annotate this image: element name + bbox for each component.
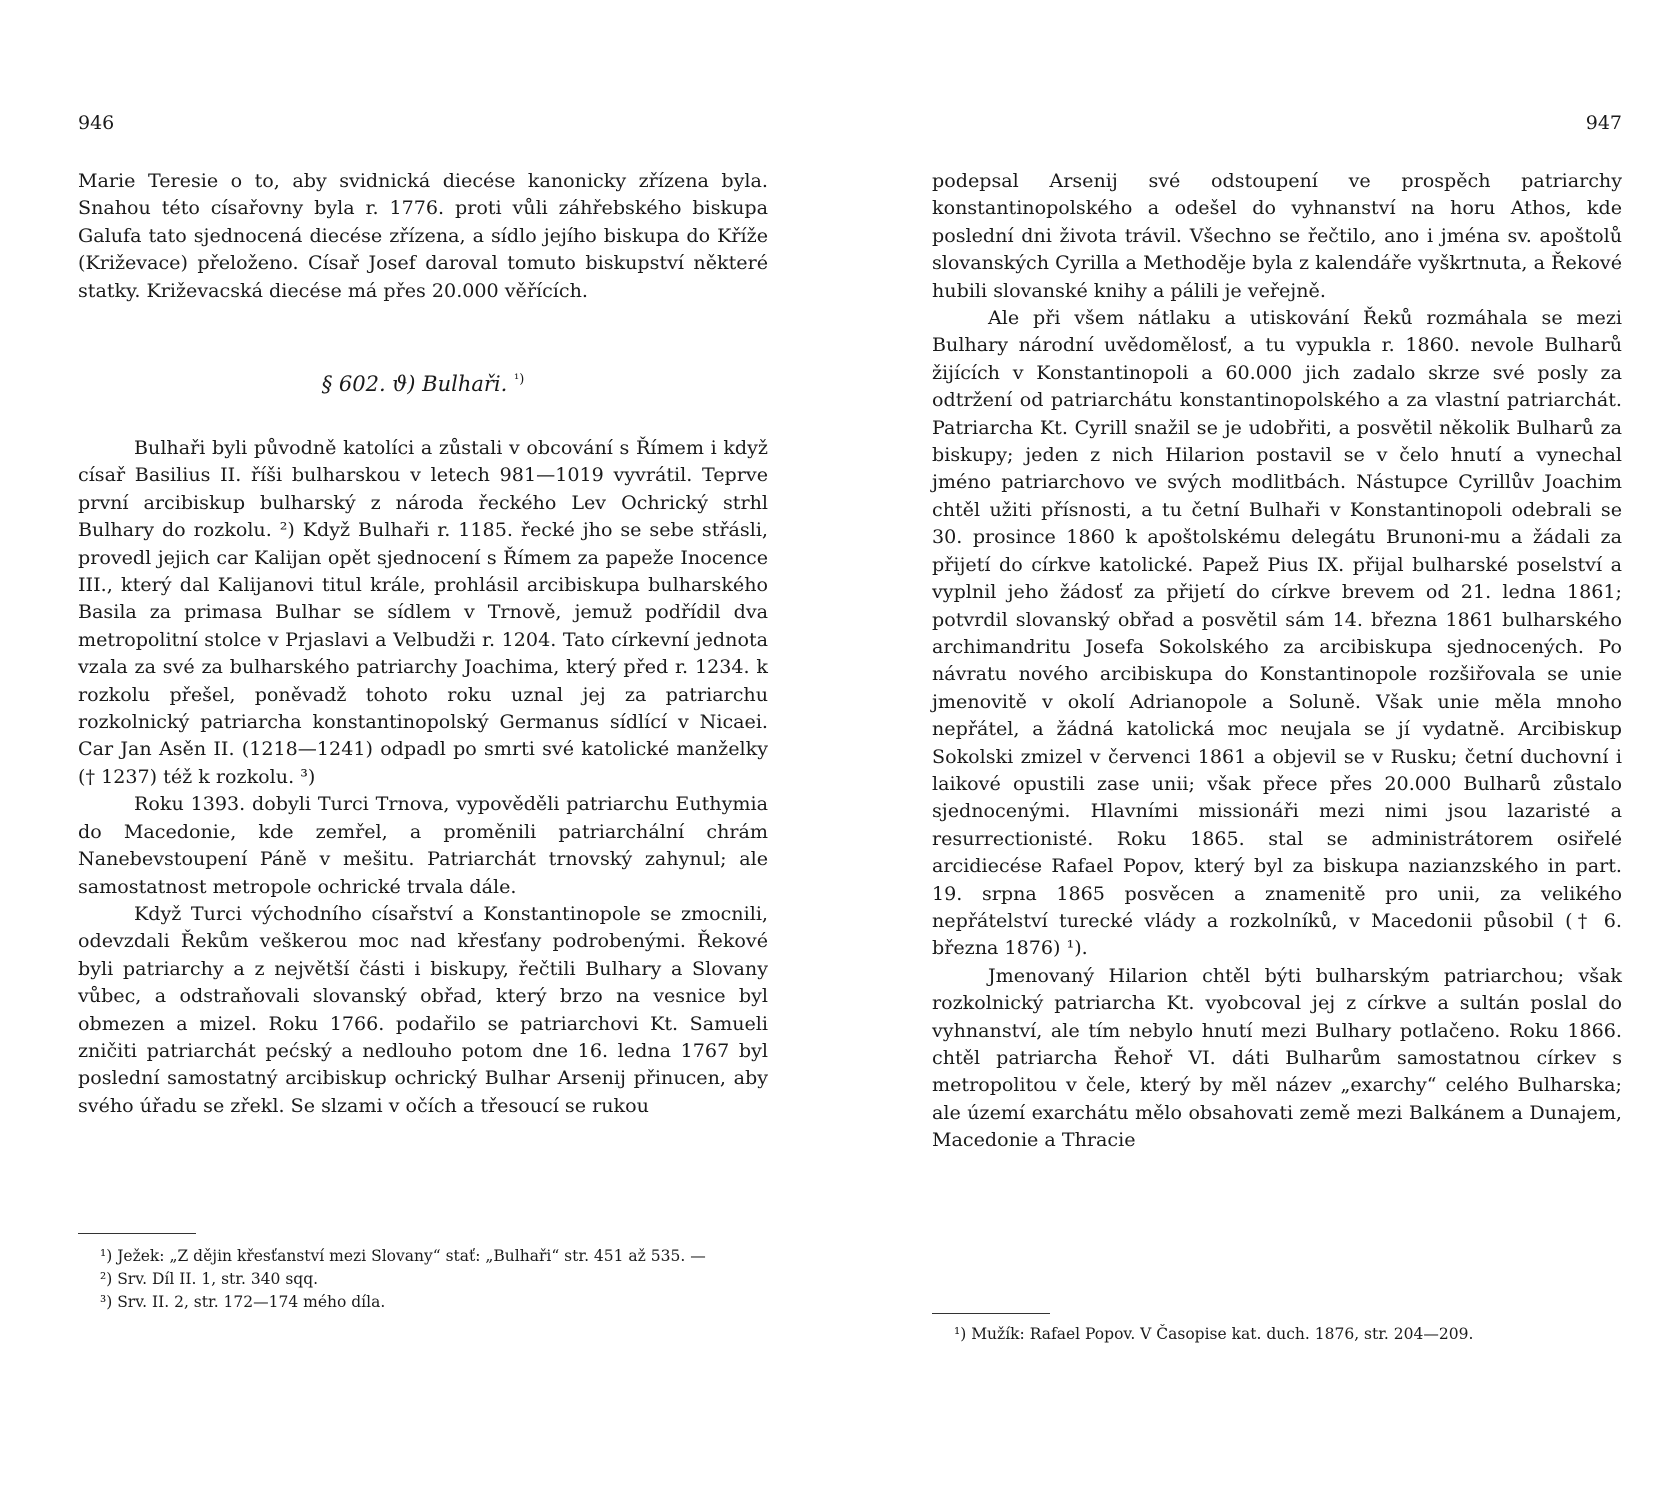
left-intro-text xyxy=(78,167,768,304)
section-heading xyxy=(78,372,768,396)
right-paragraph: Jmenovaný Hilarion chtěl býti bulharským patriarchou; však rozkolnický patriarcha Kt. vyobcoval jej z církve a sultán poslal do vyhnanství, ale tím nebylo hnutí mezi Bulhary potlačeno. Roku 1866. chtěl patriarcha Řehoř VI. dáti Bulharům samostatnou církev s metropolitou v čele, který by měl název „exarchy“ celého Bulharska; ale území exarchátu mělo obsahovati země mezi Balkánem a Dunajem, Macedonie a Thracie xyxy=(932,963,1622,1152)
left-paragraph: Roku 1393. dobyli Turci Trnova, vypověděli patriarchu Euthymia do Macedonie, kde zemřel, a proměnili patriarchální chrám Nanebevstoupení Páně v mešitu. Patriarchát trnovský zahynul; ale samostatnost metropole ochrické trvala dále. xyxy=(78,792,768,898)
footnote-divider-right xyxy=(932,1313,1050,1314)
left-paragraph: Když Turci východního císařství a Konstantinopole se zmocnili, odevzdali Řekům veškerou moc nad křesťany podrobenými. Řekové byli patriarchy a z největší části i biskupy, řečtili Bulhary a Slovany vůbec, a odstraňovali slovanský obřad, který brzo na vesnice byl obmezen a mizel. Roku 1766. podařilo se patriarchovi Kt. Samueli zničiti patriarchát pećský a nedlouho potom dne 16. ledna 1767 byl poslední samostatný arcibiskup ochrický Bulhar Arsenij přinucen, aby svého úřadu se zřekl. Se slzami v očích a třesoucí se rukou xyxy=(78,901,768,1117)
right-main-text xyxy=(932,167,1622,1154)
section-heading-title: § 602. ϑ) Bulhaři. xyxy=(321,372,508,396)
left-main-text xyxy=(78,434,768,1119)
right-footnotes xyxy=(932,1323,1622,1346)
page-number-left: 946 xyxy=(78,112,115,134)
right-paragraph: podepsal Arsenij své odstoupení ve prospěch patriarchy konstantinopolského a odešel do vyhnanství na horu Athos, kde poslední dni života trávil. Všechno se řečtilo, ano i jména sv. apoštolů slovanských Cyrilla a Methoděje byla z kalendáře vyškrtnuta, a Řekové hubili slovanské knihy a pálili je veřejně. xyxy=(932,169,1622,302)
right-paragraph: Ale při všem nátlaku a utiskování Řeků rozmáhala se mezi Bulhary národní uvědomělosť, a tu vypukla r. 1860. nevole Bulharů žijících v Konstantinopoli a 60.000 jich zadalo skrze své posly za odtržení od patriarchátu konstantinopolského a za vlastní patriarchát. Patriarcha Kt. Cyrill snažil se je udobřiti, a posvětil několik Bulharů za biskupy; jeden z nich Hilarion postavil se v čelo hnutí a vynechal jméno patriarchovo ve svých modlitbách. Nástupce Cyrillův Joachim chtěl užiti přísnosti, a tu četní Bulhaři v Konstantinopoli odebrali se 30. prosince 1860 k apoštolskému delegátu Brunoni-mu a žádali za přijetí do církve katolické. Papež Pius IX. přijal bulharské poselství a vyplnil jeho žádosť za přijetí do církve brevem od 21. ledna 1861; potvrdil slovanský obřad a posvětil sám 14. března 1861 bulharského archimandritu Josefa Sokolského za arcibiskupa sjednocených. Po návratu nového arcibiskupa do Konstantinopole rozšiřovala se unie jmenovitě v okolí Adrianopole a Soluně. Však unie měla mnoho nepřátel, a žádná katolická moc neujala se jí vydatně. Arcibiskup Sokolski zmizel v červenci 1861 a objevil se v Rusku; četní duchovní i laikové opustili zase unii; však přece přes 20.000 Bulharů zůstalo sjednocenými. Hlavními missionáři mezi nimi jsou lazaristé a resurrectionisté. Roku 1865. stal se administrátorem osiřelé arcidiecése Rafael Popov, který byl za biskupa nazianzského in part. 19. srpna 1865 posvěcen a znamenitě pro unii, za velikého nepřátelství turecké vlády a rozkolníků, v Macedonii působil († 6. března 1876) ¹). xyxy=(932,306,1622,960)
footnote: ²) Srv. Díl II. 1, str. 340 sqq. xyxy=(100,1270,319,1288)
left-paragraph: Bulhaři byli původně katolíci a zůstali v obcování s Římem i když císař Basilius II. říši bulharskou v letech 981—1019 vyvrátil. Teprve první arcibiskup bulharský z národa řeckého Lev Ochrický strhl Bulhary do rozkolu. ²) Když Bulhaři r. 1185. řecké jho se sebe střásli, provedl jejich car Kalijan opět sjednocení s Římem za papeže Inocence III., který dal Kalijanovi titul krále, prohlásil arcibiskupa bulharského Basila za primasa Bulhar se sídlem v Trnově, jemuž podřídil dva metropolitní stolce v Prjaslavi a Velbudži r. 1204. Tato církevní jednota vzala za své za bulharského patriarchy Joachima, který před r. 1234. k rozkolu přešel, poněvadž tohoto roku uznal jej za patriarchu rozkolnický patriarcha konstantinopolský Germanus sídlící v Nicaei. Car Jan Asěn II. (1218—1241) odpadl po smrti své katolické manželky († 1237) též k rozkolu. ³) xyxy=(78,436,768,788)
left-intro-paragraph: Marie Teresie o to, aby svidnická diecése kanonicky zřízena byla. Snahou této císařovny byla r. 1776. proti vůli záhřebského biskupa Galufa tato sjednocená diecése zřízena, a sídlo jejího biskupa do Kříže (Križevace) přeloženo. Císař Josef daroval tomuto biskupství některé statky. Križevacská diecése má přes 20.000 věřících. xyxy=(78,169,768,302)
left-footnotes xyxy=(78,1245,768,1314)
footnote: ¹) Mužík: Rafael Popov. V Časopise kat. duch. 1876, str. 204—209. xyxy=(954,1325,1474,1343)
section-heading-footnote-ref: ¹) xyxy=(514,372,525,387)
footnote-divider-left xyxy=(78,1233,196,1234)
page-number-right: 947 xyxy=(1585,112,1622,134)
footnote: ¹) Ježek: „Z dějin křesťanství mezi Slovany“ stať: „Bulhaři“ str. 451 až 535. — xyxy=(100,1247,706,1265)
footnote: ³) Srv. II. 2, str. 172—174 mého díla. xyxy=(100,1293,386,1311)
